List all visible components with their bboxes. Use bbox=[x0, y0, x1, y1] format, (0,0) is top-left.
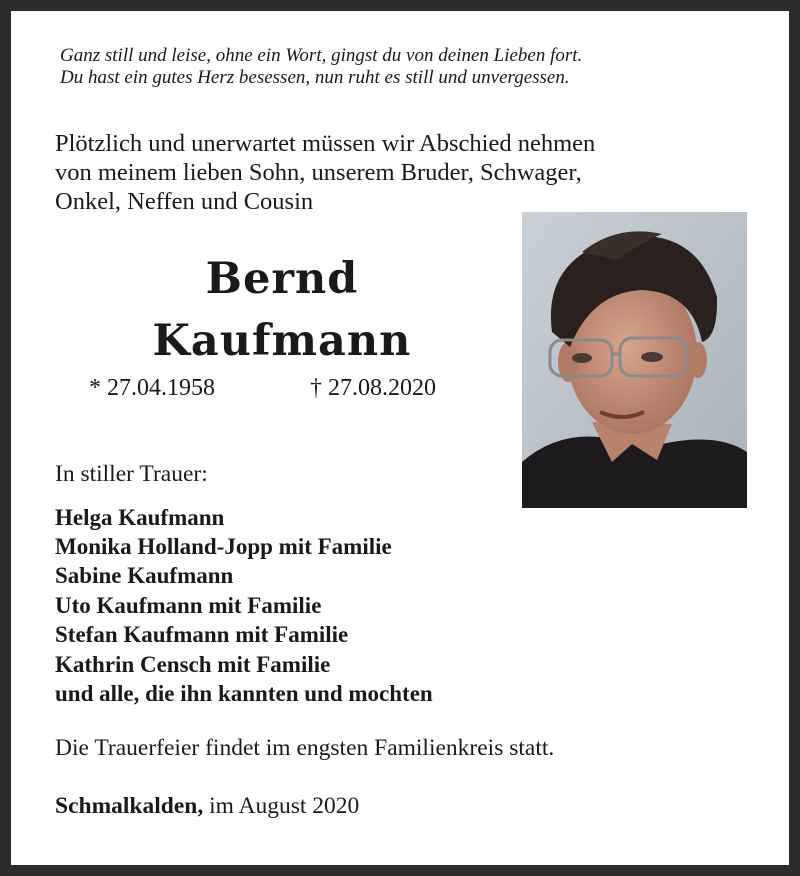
death-date: † 27.08.2020 bbox=[310, 375, 436, 401]
birth-date: * 27.04.1958 bbox=[89, 375, 215, 401]
mourner-name: Uto Kaufmann mit Familie bbox=[55, 593, 322, 618]
verse-line-2: Du hast ein gutes Herz besessen, nun ruht es still und unvergessen. bbox=[60, 67, 570, 88]
place-and-date bbox=[55, 792, 359, 820]
mourner-name: Sabine Kaufmann bbox=[55, 563, 234, 588]
verse-line-1: Ganz still und leise, ohne ein Wort, gingst du von deinen Lieben fort. bbox=[60, 45, 583, 66]
place-city: Schmalkalden, bbox=[55, 793, 204, 819]
deceased-first-name: Bernd bbox=[205, 254, 359, 304]
intro-line-1: Plötzlich und unerwartet müssen wir Abschied nehmen bbox=[55, 130, 596, 157]
mourning-heading: In stiller Trauer: bbox=[55, 461, 208, 487]
mourner-closing-line: und alle, die ihn kannten und mochten bbox=[55, 681, 433, 706]
intro-line-2: von meinem lieben Sohn, unserem Bruder, Schwager, bbox=[55, 159, 582, 186]
portrait-photo bbox=[522, 212, 747, 508]
deceased-last-name: Kaufmann bbox=[152, 316, 412, 366]
mourner-name: Stefan Kaufmann mit Familie bbox=[55, 622, 349, 647]
place-date: im August 2020 bbox=[203, 793, 360, 819]
obituary-card bbox=[9, 9, 791, 867]
intro-line-3: Onkel, Neffen und Cousin bbox=[55, 188, 314, 215]
mourner-name: Kathrin Censch mit Familie bbox=[55, 652, 331, 677]
mourner-name: Helga Kaufmann bbox=[55, 505, 225, 530]
mourner-name: Monika Holland-Jopp mit Familie bbox=[55, 534, 392, 559]
ceremony-note: Die Trauerfeier findet im engsten Familienkreis statt. bbox=[55, 735, 555, 761]
